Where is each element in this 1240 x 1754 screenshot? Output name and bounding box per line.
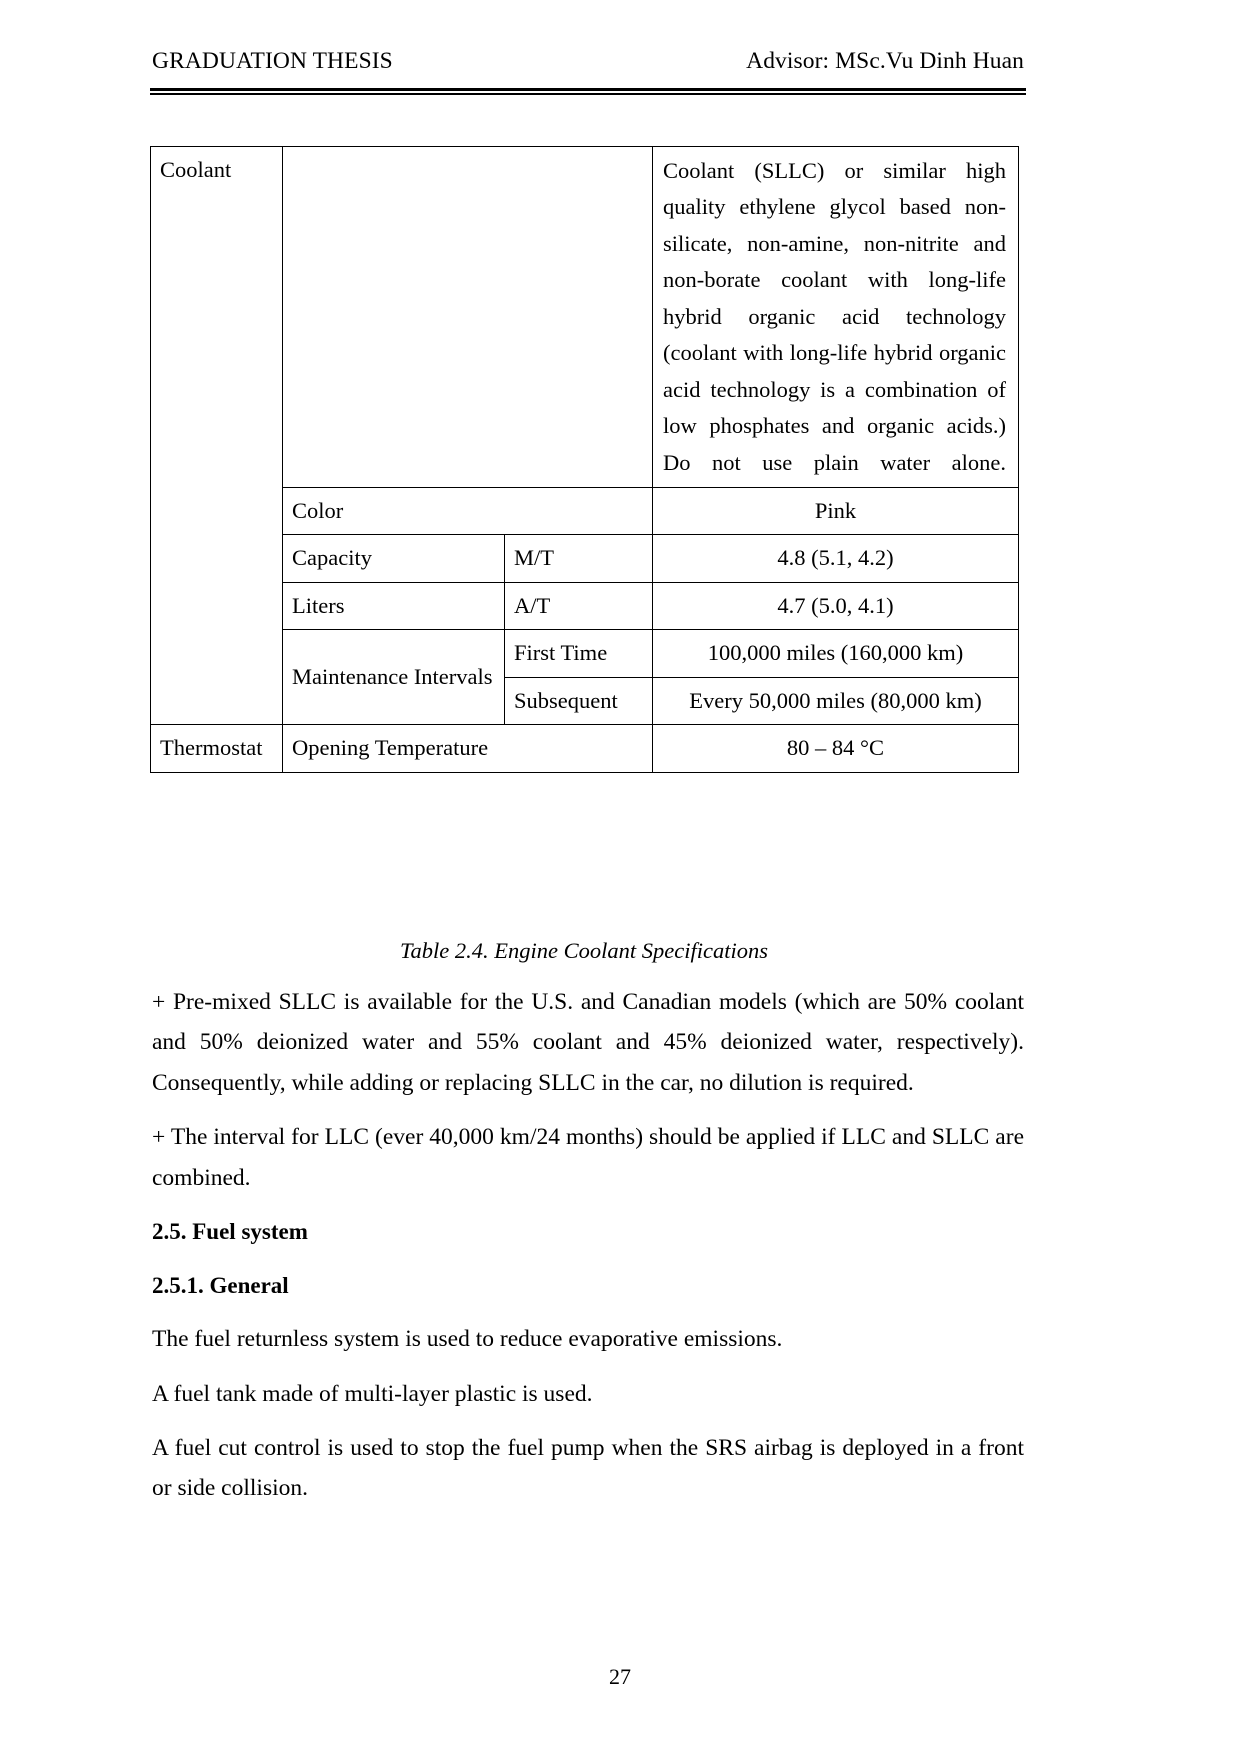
paragraph-llc-interval: + The interval for LLC (ever 40,000 km/24 months) should be applied if LLC and SLLC are combined. <box>152 1124 1024 1191</box>
header-divider <box>150 88 1026 95</box>
cell-at-value: 4.7 (5.0, 4.1) <box>653 582 1019 629</box>
header-right-text: Advisor: MSc.Vu Dinh Huan <box>746 48 1024 74</box>
cell-liters-label: Liters <box>283 582 505 629</box>
cell-capacity-label: Capacity <box>283 535 505 582</box>
paragraph-returnless-system: The fuel returnless system is used to reduce evaporative emissions. <box>152 1326 783 1353</box>
cell-maintenance-label: Maintenance Intervals <box>283 630 505 725</box>
cell-subsequent-label: Subsequent <box>505 677 653 724</box>
table-caption: Table 2.4. Engine Coolant Specifications <box>400 938 768 963</box>
section-heading-fuel-system: 2.5. Fuel system <box>152 1219 308 1245</box>
cell-coolant-label: Coolant <box>151 147 283 725</box>
cell-opening-temperature-label: Opening Temperature <box>283 725 653 772</box>
cell-mt-label: M/T <box>505 535 653 582</box>
engine-coolant-specifications-table <box>150 146 1019 773</box>
page-number: 27 <box>609 1664 631 1689</box>
section-heading-general: 2.5.1. General <box>152 1272 289 1298</box>
cell-coolant-description: Coolant (SLLC) or similar high quality ethylene glycol based non-silicate, non-amine, non-nitrite and non-borate coolant with long-life hybrid organic acid technology (coolant with long-life hybrid organic acid technology is a combination of low phosphates and organic acids.) Do not use plain water alone. <box>653 147 1019 488</box>
cell-subsequent-value: Every 50,000 miles (80,000 km) <box>653 677 1019 724</box>
paragraph-fuel-cut-control: A fuel cut control is used to stop the fuel pump when the SRS airbag is deployed in a front or side collision. <box>152 1434 1024 1502</box>
header-left-text: GRADUATION THESIS <box>152 48 393 74</box>
cell-thermostat-label: Thermostat <box>151 725 283 772</box>
cell-first-time-value: 100,000 miles (160,000 km) <box>653 630 1019 677</box>
cell-coolant-blank <box>283 147 653 488</box>
cell-opening-temperature-value: 80 – 84 °C <box>653 725 1019 772</box>
cell-at-label: A/T <box>505 582 653 629</box>
paragraph-fuel-tank: A fuel tank made of multi-layer plastic is used. <box>152 1380 593 1407</box>
cell-first-time-label: First Time <box>505 630 653 677</box>
cell-color-label: Color <box>283 487 653 534</box>
body-content <box>152 982 1024 1523</box>
cell-mt-value: 4.8 (5.1, 4.2) <box>653 535 1019 582</box>
page-header <box>152 48 1024 75</box>
table-row <box>151 147 1019 488</box>
table-row <box>151 725 1019 772</box>
paragraph-premixed-sllc: + Pre-mixed SLLC is available for the U.S. and Canadian models (which are 50% coolant and 50% deionized water and 55% coolant and 45% deionized water, respectively). Consequently, while adding or replacing SLLC in the car, no dilution is required. <box>152 989 1024 1096</box>
cell-color-value: Pink <box>653 487 1019 534</box>
